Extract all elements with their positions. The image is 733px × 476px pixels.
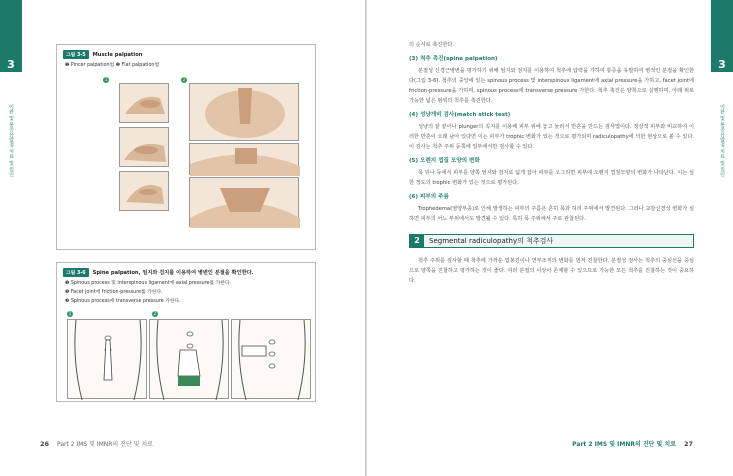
page-number: 26 bbox=[40, 440, 50, 448]
figure-legend-2: ❷ Facet joint에 friction-pressure를 가한다. bbox=[65, 290, 163, 295]
heading-skin-wrinkle: (6) 피부의 주름 bbox=[409, 194, 449, 200]
illus-transverse-pressure bbox=[231, 319, 311, 399]
figure-title: Spine palpation, 엄지와 검지를 이용하여 병변인 분절을 확인한다. bbox=[92, 270, 254, 276]
chapter-side-label: 이완 및 통증유발점 치료 및 원인 bbox=[719, 103, 725, 177]
figure-legend: ❶ Pincer palpation법 ❷ Flat palpation법 bbox=[65, 63, 160, 68]
paragraph-orange-peel: 목 뒤나 등에서 피부를 양쪽 엄지와 검지로 넓게 잡아 피부를 오그리면 피부에 오렌지 껍질모양의 변화가 나타난다. 이는 심한 정도의 trophic 변화가 있는 것으로 평가된다. bbox=[409, 170, 694, 186]
photo-flat-1 bbox=[189, 83, 299, 141]
figure-legend-1: ❶ Spinous process 및 interspinous ligament에 axial pressure를 가한다. bbox=[65, 281, 232, 286]
photo-pincer-2 bbox=[119, 127, 169, 167]
photo-flat-3 bbox=[189, 177, 299, 227]
heading-spine-palpation: (3) 척추 촉진(spine palpation) bbox=[409, 56, 498, 62]
figure-legend-3: ❸ Spinous process에 transverse pressure 가한다. bbox=[65, 299, 181, 304]
paragraph-intro: 의 순서로 촉진한다. bbox=[409, 42, 455, 48]
figure-num-2: 2 bbox=[182, 77, 186, 82]
chapter-number: 3 bbox=[0, 0, 22, 72]
illus-axial-pressure bbox=[67, 319, 147, 399]
illus-facet-friction bbox=[149, 319, 229, 399]
figure-num-1: 1 bbox=[104, 77, 108, 82]
heading-orange-peel: (5) 오렌지 껍질 모양의 변화 bbox=[409, 158, 480, 164]
running-footer: Part 2 IMS 및 IMNR의 진단 및 치료 bbox=[56, 441, 153, 448]
heading-match-stick: (4) 성냥개비 검사(match stick test) bbox=[409, 112, 511, 118]
right-page bbox=[367, 0, 733, 476]
figure-caption bbox=[57, 263, 315, 279]
paragraph-match-stick: 성냥의 끝 끝이나 plunger의 꼭지를 이용해 피부 위에 놓고 눌러서 반흔을 만드는 검사법이다. 정상적 피부와 비교하여 이러한 반흔이 오래 남아 있다면 이는 피부가 trophic 변화가 있는 것으로 평가되며 radiculopathy에 의한 현상으로 볼 수 있다. 이 검사는 척추 주위 등쪽에 일부에서만 검사할 수 있다. bbox=[409, 124, 694, 150]
section-heading-bar bbox=[409, 234, 694, 248]
figure-muscle-palpation bbox=[56, 44, 316, 250]
left-chapter-tab bbox=[0, 0, 22, 476]
figure-caption bbox=[57, 45, 315, 61]
paragraph-segmental: 척추 주위를 검사할 때 척추에 가까운 업봉진이나 연부조직의 변화를 먼저 진찰한다. 분절성 검사는 척추의 중심선을 중심으로 양쪽을 진찰하고 평가하는 것이 좋다. 여러 분절의 이상이 존재할 수 있으므로 가능한 모든 척추를 진찰하는 것이 중요하다. bbox=[409, 258, 694, 284]
figure-num-2: 2 bbox=[153, 311, 157, 316]
right-footer bbox=[572, 439, 693, 448]
left-page bbox=[0, 0, 366, 476]
photo-flat-2 bbox=[189, 143, 299, 175]
body-text bbox=[409, 40, 694, 288]
photo-pincer-3 bbox=[119, 171, 169, 211]
paragraph-skin-wrinkle: Trophedema(영양부종)로 인해 발생하는 피부의 주름은 흔히 목과 허리 주위에서 발견된다. 그러나 교감신경성 변화가 심하면 피부의 어느 부위에서도 발견될 수 있다. 특히 목 주위에서 주로 관찰된다. bbox=[409, 206, 694, 222]
page-number: 27 bbox=[683, 440, 693, 448]
section-title: Segmental radiculopathy의 척추검사 bbox=[429, 237, 554, 245]
right-chapter-tab bbox=[711, 0, 733, 476]
chapter-number: 3 bbox=[711, 0, 733, 72]
section-number: 2 bbox=[410, 234, 424, 248]
left-footer bbox=[40, 439, 153, 448]
running-footer: Part 2 IMS 및 IMNR의 진단 및 치료 bbox=[572, 441, 677, 448]
figure-spine-palpation bbox=[56, 262, 316, 402]
paragraph-spine-palpation: 분절성 신경근병변을 평가하기 위해 엄지와 검지를 이용하여 척추에 압력을 가하여 통증을 유발하여 병적인 분절을 확인한다(그림 3-6). 척추의 중앙에 있는 spinous process 및 interspinous ligament에 axial pressure을 가하고, facet joint에 friction-pressure을 가하며, spinous process에 transverse pressure 가한다. 척추 촉진은 양쪽으로 실행하며, 아래 위로 가능한 넓은 범위의 척추를 촉진한다. bbox=[409, 68, 694, 104]
figure-num-1: 1 bbox=[68, 311, 72, 316]
figure-tag: 그림 3-5 bbox=[63, 50, 89, 59]
photo-pincer-1 bbox=[119, 83, 169, 123]
figure-tag: 그림 3-6 bbox=[63, 268, 89, 277]
figure-title: Muscle palpation bbox=[92, 51, 143, 58]
chapter-side-label: 이완 및 통증유발점 치료 및 원인 bbox=[8, 103, 14, 177]
